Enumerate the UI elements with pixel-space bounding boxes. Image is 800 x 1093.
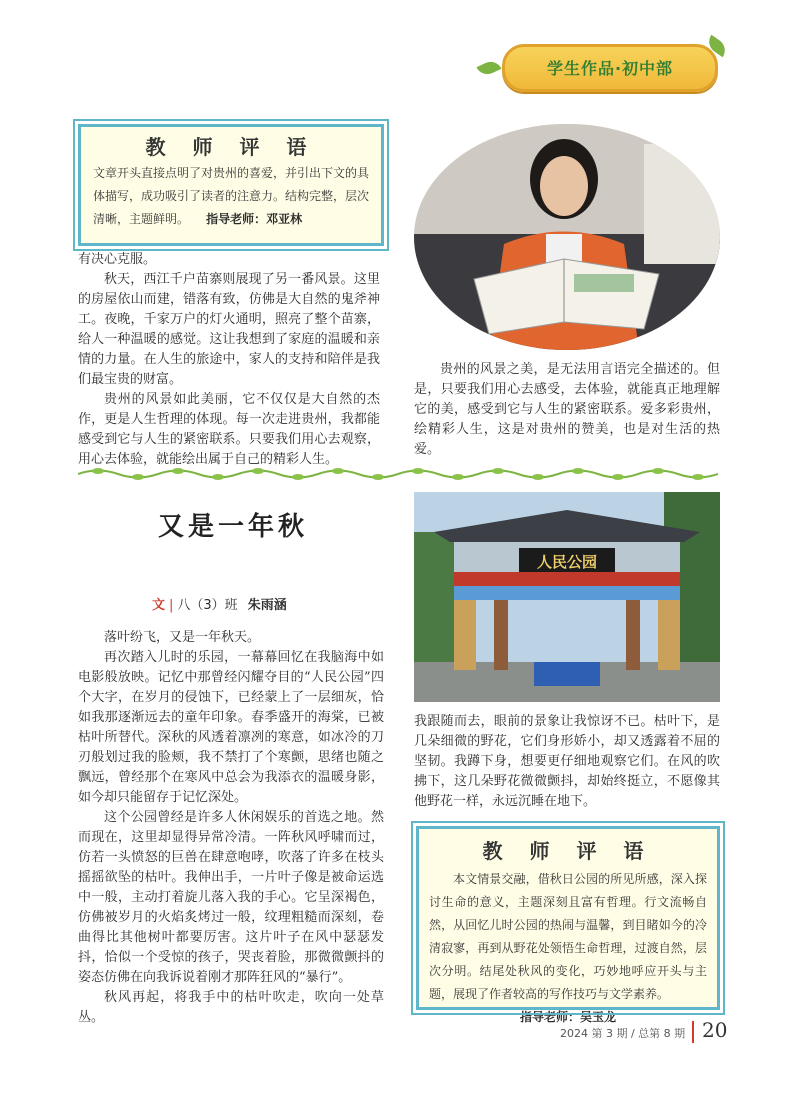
article1-right-column (414, 360, 720, 460)
page-number: 20 (702, 1018, 728, 1042)
park-gate-photo (414, 492, 720, 702)
byline-class: 八（3）班 (177, 598, 238, 613)
section-banner (502, 44, 718, 92)
vine-divider (78, 466, 718, 480)
byline-separator: | (169, 598, 174, 613)
teacher-comment-box-2 (416, 826, 720, 1024)
footer-divider (692, 1021, 694, 1043)
article1-left-column (78, 250, 380, 470)
article2-left-column (78, 628, 384, 1028)
byline-wen: 文 (152, 598, 166, 613)
article2-title: 又是一年秋 (158, 512, 309, 542)
student-reading-photo (414, 124, 720, 350)
article2-right-column (414, 712, 720, 812)
section-title: 学生作品·初中部 (546, 59, 674, 78)
article2-byline (152, 594, 287, 613)
article1-paragraph-2: 秋天，西江千户苗寨则展现了另一番风景。这里的房屋依山而建，错落有致，仿佛是大自然的鬼斧神工。夜晚，千家万户的灯火通明，照亮了整个苗寨，给人一种温暖的感觉。这让我想到了家庭的温暖和亲情的力量。在人生的旅途中，家人的支持和陪伴是我们最宝贵的财富。 (78, 272, 380, 387)
teacher-comment-box-1 (78, 124, 384, 246)
comment-title-2: 教 师 评 语 (482, 839, 654, 863)
article1-paragraph-1: 有决心克服。 (78, 252, 157, 267)
gate-sign-text: 人民公园 (536, 553, 598, 571)
comment-body-1: 文章开头直接点明了对贵州的喜爱，并引出下文的具体描写，成功吸引了读者的注意力。结构完整，层次清晰，主题鲜明。 (93, 166, 370, 226)
comment-teacher-2: 指导老师：吴玉龙 (519, 1010, 616, 1024)
byline-author: 朱雨涵 (247, 598, 287, 613)
article2-right-paragraph: 我跟随而去，眼前的景象让我惊讶不已。枯叶下，是几朵细微的野花，它们身形娇小，却又透露着不屈的坚韧。我蹲下身，想要更仔细地观察它们。在风的吹拂下，这几朵野花微微颤抖，却始终挺立，不愿像其他野花一样，永远沉睡在地下。 (414, 714, 720, 809)
article2-paragraph-2: 再次踏入儿时的乐园，一幕幕回忆在我脑海中如电影般放映。记忆中那曾经闪耀夺目的“人民公园”四个大字，在岁月的侵蚀下，已经蒙上了一层细灰，恰如我那逐渐远去的童年印象。春季盛开的海棠，已被枯叶所替代。深秋的风透着凛冽的寒意，如冰冷的刀刃般划过我的脸颊，我不禁打了个寒颤，思绪也随之飘远，曾经那个在寒风中总会为我添衣的温暖身影，如今却只能留存于记忆深处。 (78, 650, 384, 805)
header-leaf-left (478, 62, 500, 74)
comment-body-2: 本文情景交融，借秋日公园的所见所感，深入探讨生命的意义，主题深刻且富有哲理。行文流畅自然，从回忆儿时公园的热闹与温馨，到目睹如今的冷清寂寥，再到从野花处领悟生命哲理，过渡自然，层次分明。结尾处秋风的变化，巧妙地呼应开头与主题，展现了作者较高的写作技巧与文学素养。 (429, 872, 707, 1001)
article1-paragraph-3: 贵州的风景如此美丽，它不仅仅是大自然的杰作，更是人生哲理的体现。每一次走进贵州，我都能感受到它与人生的紧密联系。只要我们用心去观察，用心去体验，就能绘出属于自己的精彩人生。 (78, 392, 380, 467)
issue-number: 2024 第 3 期 / 总第 8 期 (560, 1027, 686, 1040)
article2-paragraph-3: 这个公园曾经是许多人休闲娱乐的首选之地。然而现在，这里却显得异常冷清。一阵秋风呼啸而过，仿若一头愤怒的巨兽在肆意咆哮，吹落了许多在枝头摇摇欲坠的枯叶。我伸出手，一片叶子像是被命运选中一般，主动打着旋儿落入我的手心。它呈深褐色，仿佛被岁月的火焰炙烤过一般，纹理粗糙而深刻，卷曲得比其他树叶都要厉害。这片叶子在风中瑟瑟发抖，恰似一个受惊的孩子，哭丧着脸，那微微颤抖的姿态仿佛在向我诉说着刚才那阵狂风的“暴行”。 (78, 810, 384, 985)
article2-paragraph-4: 秋风再起，将我手中的枯叶吹走，吹向一处草丛。 (78, 990, 384, 1025)
article1-conclusion: 贵州的风景之美，是无法用言语完全描述的。但是，只要我们用心去感受，去体验，就能真正地理解它的美，感受到它与人生的紧密联系。爱多彩贵州，绘精彩人生，这是对贵州的赞美，也是对生活的热爱。 (414, 362, 720, 457)
comment-title-1: 教 师 评 语 (145, 135, 317, 159)
comment-teacher-1: 指导老师：邓亚林 (206, 212, 303, 226)
article2-paragraph-1: 落叶纷飞，又是一年秋天。 (104, 630, 261, 645)
